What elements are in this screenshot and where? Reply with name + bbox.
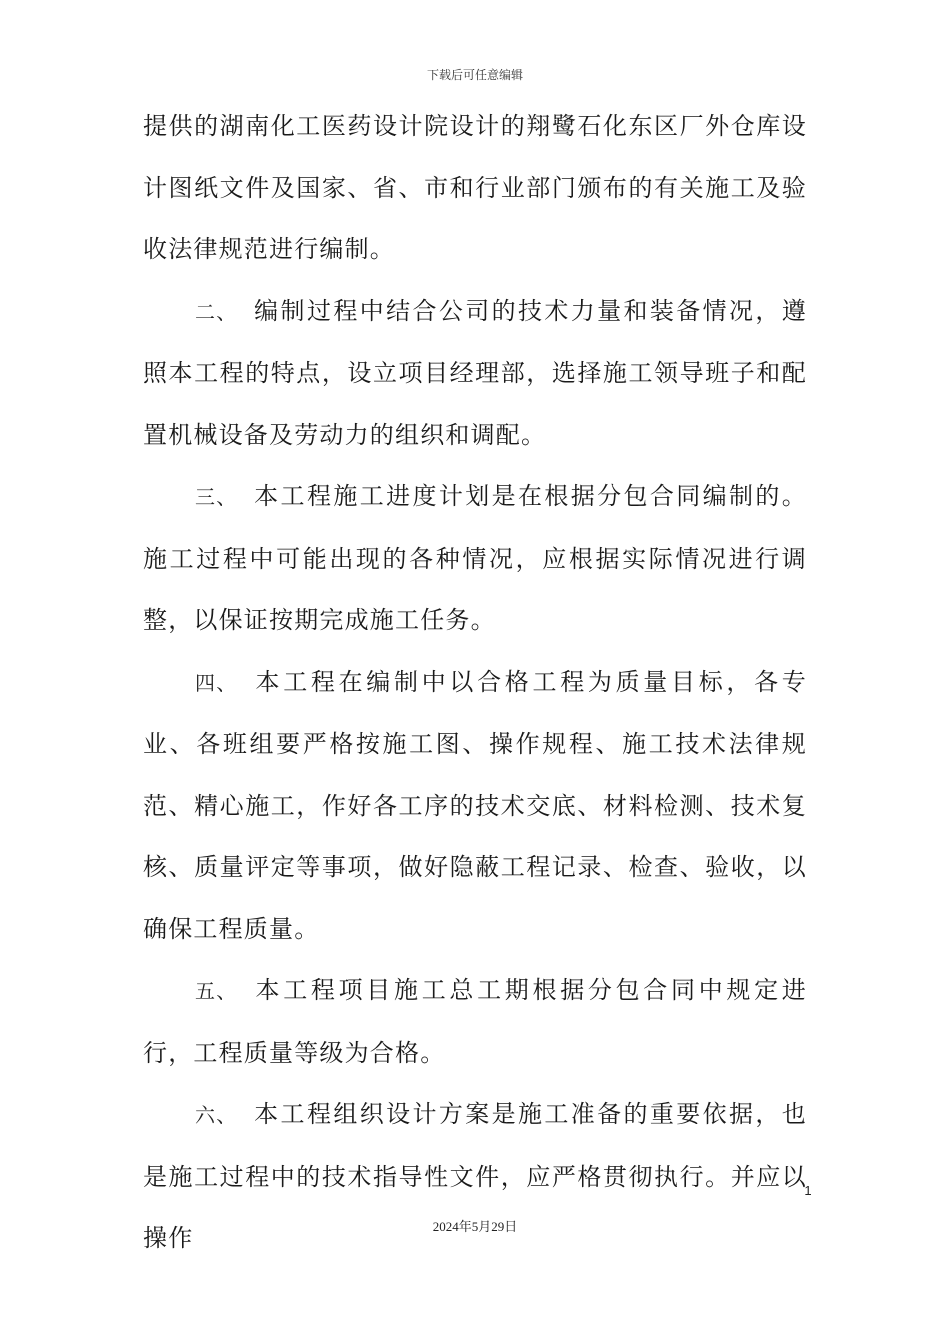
paragraph-number: 五、 (195, 979, 238, 1003)
paragraph-text: 本工程组织设计方案是施工准备的重要依据，也是施工过程中的技术指导性文件，应严格贯彻执行。并应以操作 (143, 1100, 807, 1252)
paragraph-item-6 (143, 1084, 807, 1270)
paragraph-number: 六、 (195, 1103, 238, 1127)
page-number: 1 (804, 1183, 812, 1198)
paragraph-continuation (143, 96, 807, 281)
paragraph-item-5 (143, 960, 807, 1084)
paragraph-item-4 (143, 652, 807, 961)
paragraph-item-3 (143, 466, 807, 652)
paragraph-number: 四、 (195, 670, 238, 695)
document-body (143, 96, 807, 1270)
paragraph-text: 本工程项目施工总工期根据分包合同中规定进行，工程质量等级为合格。 (143, 976, 807, 1067)
paragraph-item-2 (143, 281, 807, 467)
paragraph-number: 二、 (195, 299, 238, 324)
paragraph-text: 编制过程中结合公司的技术力量和装备情况，遵照本工程的特点，设立项目经理部，选择施工领导班子和配置机械设备及劳动力的组织和调配。 (143, 296, 807, 449)
paragraph-text: 本工程在编制中以合格工程为质量目标，各专业、各班组要严格按施工图、操作规程、施工技术法律规范、精心施工，作好各工序的技术交底、材料检测、技术复核、质量评定等事项，做好隐蔽工程记录、检查、验收，以确保工程质量。 (143, 667, 807, 943)
paragraph-number: 三、 (195, 485, 238, 509)
page-header: 下载后可任意编辑 (426, 68, 523, 82)
paragraph-text: 提供的湖南化工医药设计院设计的翔鹭石化东区厂外仓库设计图纸文件及国家、省、市和行业部门颁布的有关施工及验收法律规范进行编制。 (143, 112, 807, 263)
paragraph-text: 本工程施工进度计划是在根据分包合同编制的。施工过程中可能出现的各种情况，应根据实际情况进行调整，以保证按期完成施工任务。 (143, 482, 807, 634)
page-footer-date: 2024年5月29日 (432, 1219, 518, 1234)
